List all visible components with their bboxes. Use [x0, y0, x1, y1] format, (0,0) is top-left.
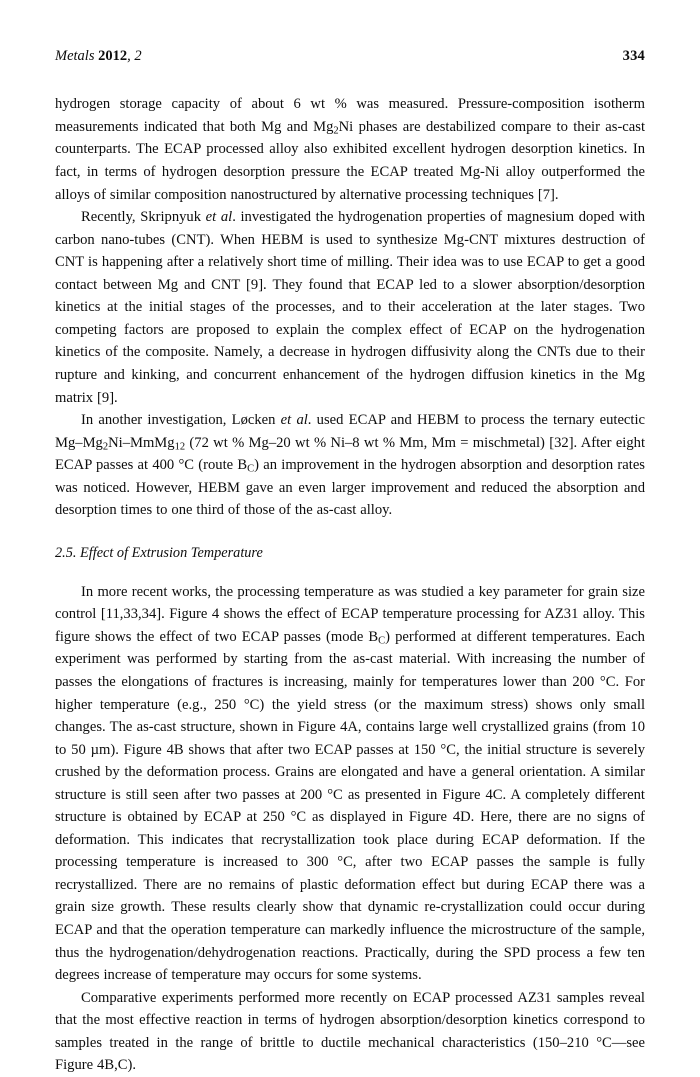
journal-year: 2012 [98, 48, 128, 64]
journal-citation: Metals 2012, 2 [55, 48, 142, 64]
paragraph-skripnyuk: Recently, Skripnyuk et al. investigated the hydrogenation properties of magnesium doped with carbon nano-tubes (CNT). When HEBM is used to synthesize Mg-CNT mixtures destruction of CNT is happening after a relatively short time of milling. Their idea was to use ECAP to get a good contact between Mg and CNT [9]. They found that ECAP led to a slower absorption/desorption kinetics at the initial stages of the processes, and to their acceleration at the later stages. Two competing factors are proposed to explain the complex effect of ECAP on the hydrogenation kinetics of the composite. Namely, a decrease in hydrogen diffusivity along the CNTs due to their rupture and kinking, and concurrent enhancement of the hydrogen diffusion kinetics in the Mg matrix [9]. [55, 209, 646, 406]
journal-name: Metals [55, 48, 95, 64]
journal-volume: 2 [134, 48, 142, 64]
paragraph-hydrogen-storage: hydrogen storage capacity of about 6 wt % was measured. Pressure-composition isotherm measurements indicated that both Mg and $Mg_2Ni$ phases are destabilized compare to their as-cast counterparts. The ECAP processed alloy also exhibited excellent hydrogen desorption kinetics. In fact, in terms of hydrogen desorption pressure the ECAP treated Mg-Ni alloy outperformed the alloys of similar composition nanostructured by alternative processing techniques [7]. [55, 96, 645, 203]
page-number: 334 [622, 48, 645, 64]
paragraph-locken: In another investigation, Løcken et al. used ECAP and HEBM to process the ternary eutectic $Mg-Mg_2Ni-MmMg_{12}$ (72 wt % Mg–20 wt % Ni–8 wt % Mm, Mm = mischmetal) [32]. After eight ECAP passes at 400 °C (route $B_C$) an improvement in the hydrogen absorption and desorption rates was noticed. However, HEBM gave an even larger improvement and reduced the absorption and desorption times to one third of those of the as-cast alloy. [55, 412, 645, 519]
paragraph-extrusion-temperature: In more recent works, the processing temperature as was studied a key parameter for grain size control [11,33,34]. Figure 4 shows the effect of ECAP temperature processing for AZ31 alloy. This figure shows the effect of two ECAP passes (mode $B_C$) performed at different temperatures. Each experiment was performed by starting from the as-cast material. With increasing the number of passes the elongations of fractures is increasing, mainly for temperatures lower than 200 °C. For higher temperature (e.g., 250 °C) the yield stress (or the maximum stress) shows only small changes. The as-cast structure, shown in Figure 4A, contains large well crystallized grains (from 10 to 50 µm). Figure 4B shows that after two ECAP passes at 150 °C, the initial structure is severely crushed by the deformation process. Grains are elongated and have a general orientation. A similar structure is still seen after two passes at 200 °C as presented in Figure 4C. A completely different structure is obtained by ECAP at 250 °C as displayed in Figure 4D. Here, there are no signs of deformation. This indicates that recrystallization took place during ECAP deformation. If the processing temperature is increased to 300 °C, after two ECAP passes the sample is fully recrystallized. There are no remains of plastic deformation effect but during ECAP there was a grain size growth. These results clearly show that dynamic re-crystallization could occur during ECAP and that the operation temperature can markedly influence the microstructure of the sample, thus the hydrogenation/dehydrogenation reactions. Practically, during the SPD process a few ten degrees increase of temperature may occurs for some systems. [55, 583, 645, 984]
paragraph-comparative: Comparative experiments performed more recently on ECAP processed AZ31 samples reveal that the most effective reaction in terms of hydrogen absorption/desorption kinetics correspond to samples treated in the range of brittle to ductile mechanical characteristics (150–210 °C—see Figure 4B,C). [55, 989, 645, 1074]
running-head [55, 48, 645, 65]
section-heading: 2.5. Effect of Extrusion Temperature [55, 544, 263, 561]
